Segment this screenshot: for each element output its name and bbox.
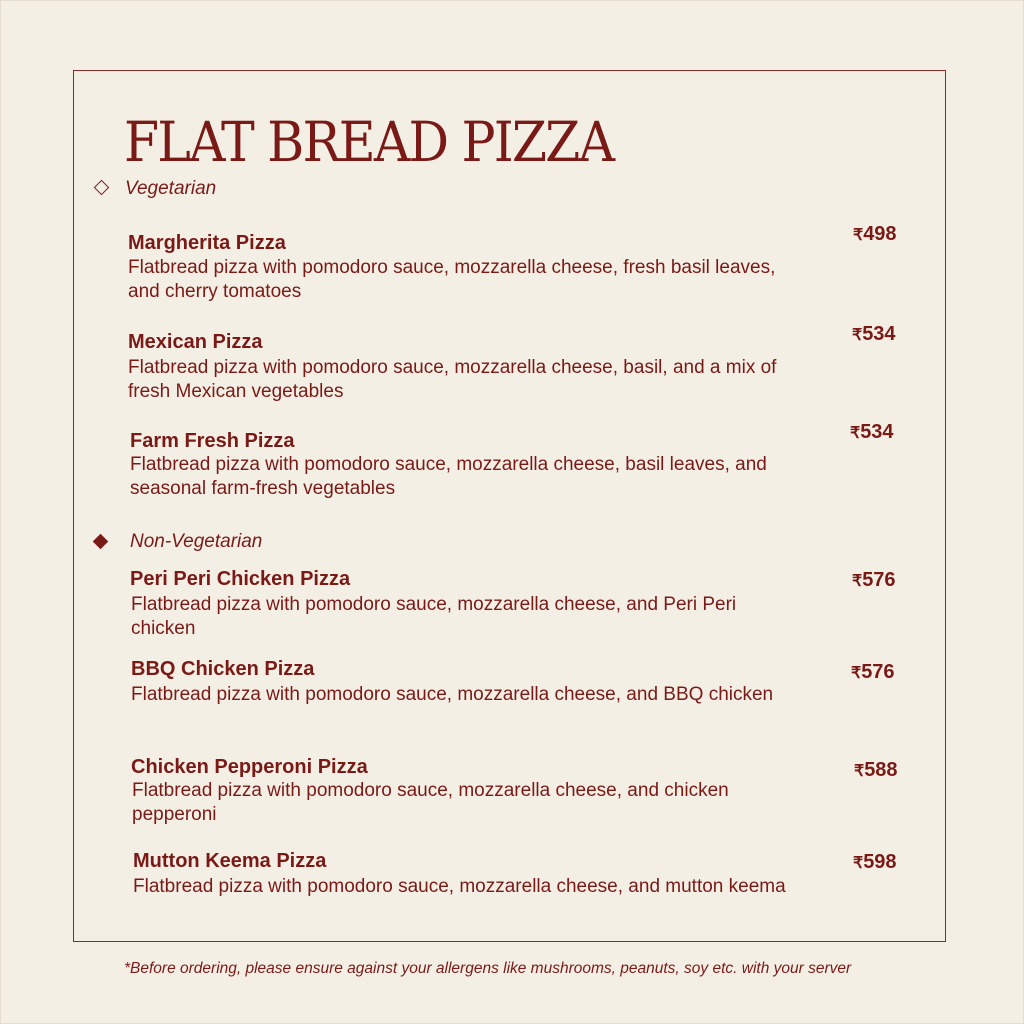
rupee-icon: ₹	[850, 425, 861, 442]
menu-item-price: ₹498	[853, 223, 897, 245]
menu-item-price: ₹534	[850, 421, 894, 443]
menu-item-description: Flatbread pizza with pomodoro sauce, mozzarella cheese, and mutton keema	[133, 876, 786, 897]
menu-item-price: ₹534	[852, 323, 896, 345]
menu-item-name: Mutton Keema Pizza	[133, 850, 327, 872]
rupee-icon: ₹	[853, 227, 864, 244]
menu-item-description: Flatbread pizza with pomodoro sauce, mozzarella cheese, fresh basil leaves, and cherry tomatoes	[128, 257, 776, 302]
menu-item-description: Flatbread pizza with pomodoro sauce, mozzarella cheese, and chicken pepperoni	[132, 780, 729, 825]
rupee-icon: ₹	[853, 855, 864, 872]
rupee-icon: ₹	[854, 763, 865, 780]
section-label-non-vegetarian: Non-Vegetarian	[130, 531, 263, 552]
menu-item-name: Farm Fresh Pizza	[130, 430, 295, 452]
menu-item-name: Chicken Pepperoni Pizza	[131, 756, 368, 778]
menu-item-description: Flatbread pizza with pomodoro sauce, mozzarella cheese, basil leaves, and seasonal farm-fresh vegetables	[130, 454, 767, 499]
menu-item-description: Flatbread pizza with pomodoro sauce, mozzarella cheese, basil, and a mix of fresh Mexican vegetables	[128, 357, 777, 402]
page-title: FLAT BREAD PIZZA	[124, 110, 614, 174]
menu-item-name: Mexican Pizza	[128, 331, 263, 353]
rupee-icon: ₹	[851, 665, 862, 682]
menu-item-price: ₹576	[851, 661, 895, 683]
rupee-icon: ₹	[852, 327, 863, 344]
menu-item-price: ₹576	[852, 569, 896, 591]
section-label-vegetarian: Vegetarian	[125, 178, 217, 199]
menu-item-price: ₹598	[853, 851, 897, 873]
menu-item-price: ₹588	[854, 759, 898, 781]
rupee-icon: ₹	[852, 573, 863, 590]
menu-item-name: Peri Peri Chicken Pizza	[130, 568, 351, 590]
menu-item-name: BBQ Chicken Pizza	[131, 658, 315, 680]
allergen-footnote: *Before ordering, please ensure against your allergens like mushrooms, peanuts, soy etc. with your server	[124, 960, 852, 977]
menu-item-name: Margherita Pizza	[128, 232, 286, 254]
menu-item-description: Flatbread pizza with pomodoro sauce, mozzarella cheese, and Peri Peri chicken	[131, 594, 737, 639]
menu-item-description: Flatbread pizza with pomodoro sauce, mozzarella cheese, and BBQ chicken	[131, 684, 774, 705]
